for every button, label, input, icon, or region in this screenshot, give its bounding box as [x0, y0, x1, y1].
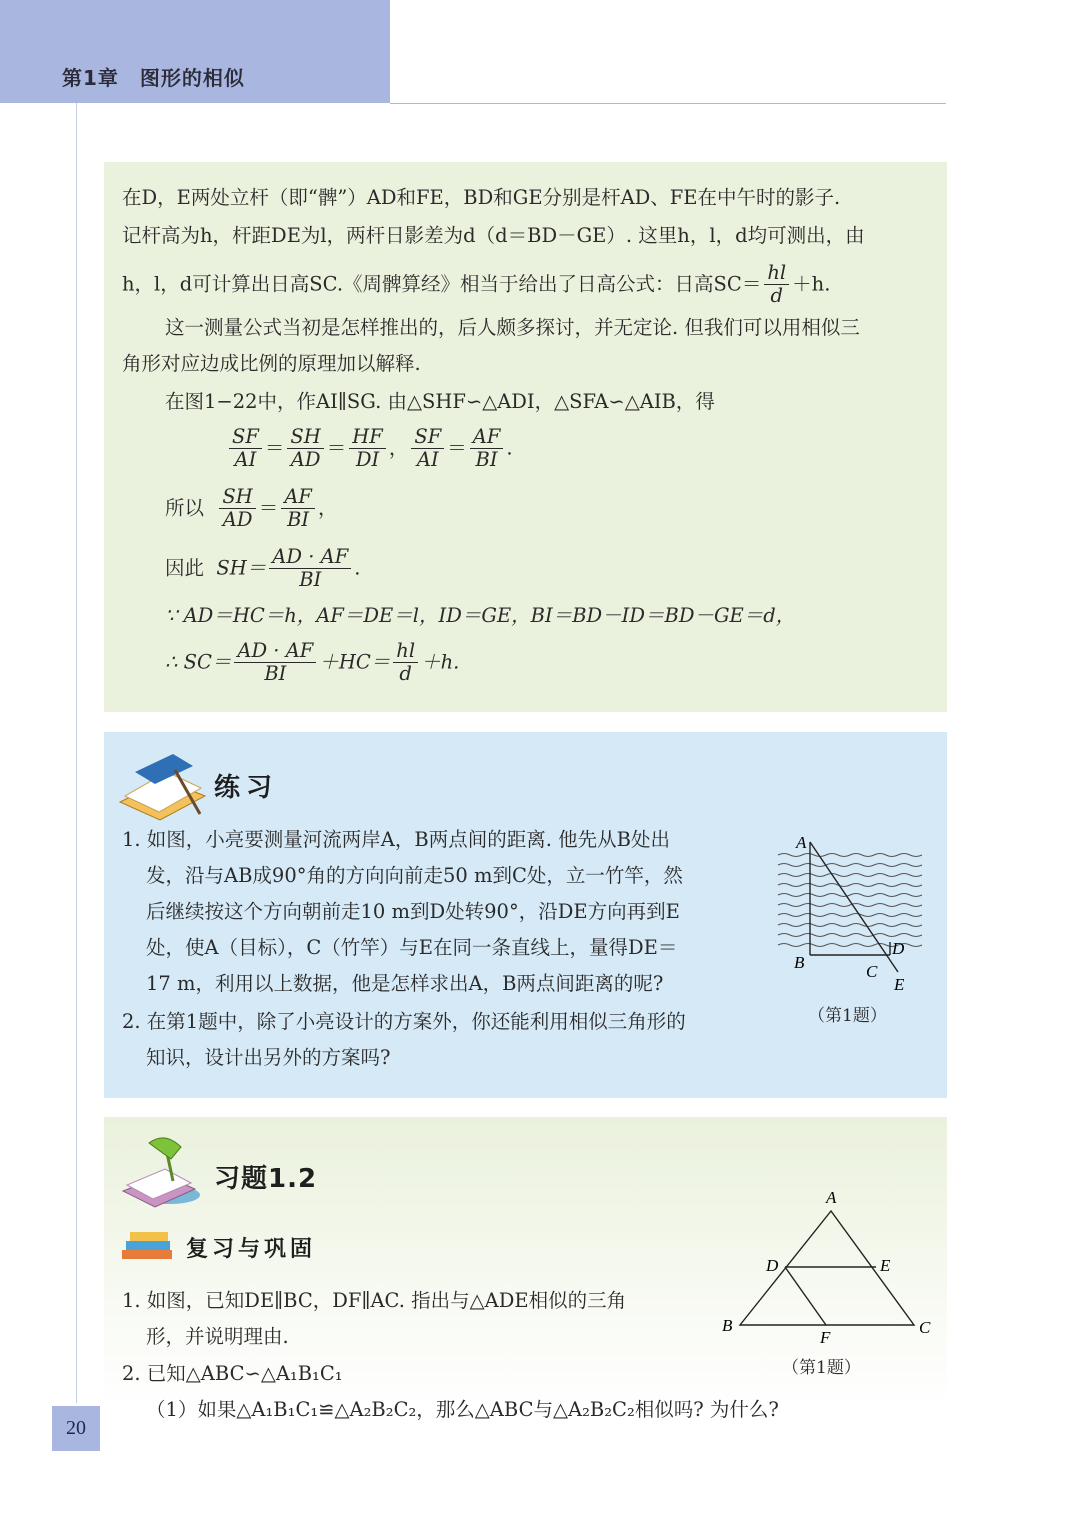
exercise-lamp-icon	[115, 1133, 205, 1213]
fraction-hl-over-d: $\frac{hl}{d}$	[764, 262, 789, 308]
exercise-q2-sub: （1）如果△A₁B₁C₁≌△A₂B₂C₂，那么△ABC与△A₂B₂C₂相似吗? 为什么?	[146, 1398, 779, 1421]
equation-1: $\frac{SF}{AI}$ ＝ $\frac{SH}{AD}$ ＝ $\frac{HF}{DI}$ ， $\frac{SF}{AI}$ ＝ $\frac{AF}{BI}$ .	[226, 426, 513, 472]
practice-q1-line-3: 后继续按这个方向朝前走10 m到D处转90°，沿DE方向再到E	[146, 900, 680, 923]
practice-book-icon	[115, 750, 210, 822]
explanation-line-6: 在图1−22中，作AI∥SG. 由△SHF∽△ADI，△SFA∽△AIB，得	[165, 390, 715, 413]
equation-2: 所以 $\frac{SH}{AD}$ ＝ $\frac{AF}{BI}$ ，	[165, 485, 338, 532]
practice-q1-line-2: 发，沿与AB成90°角的方向向前走50 m到C处，立一竹竿，然	[146, 864, 683, 887]
explanation-line-5: 角形对应边成比例的原理加以解释.	[122, 352, 421, 375]
tri-label-e: E	[880, 1256, 891, 1275]
practice-q1-line-5: 17 m，利用以上数据，他是怎样求出A，B两点间距离的呢?	[146, 972, 664, 995]
tri-label-d: D	[766, 1256, 779, 1275]
equation-5: ∴ SC＝ $\frac{AD \cdot AF}{BI}$ ＋HC＝ $\frac{hl}{d}$ ＋h.	[165, 639, 460, 686]
line3-tail: ＋h.	[792, 272, 831, 296]
equation-4: ∵ AD＝HC＝h，AF＝DE＝l，ID＝GE，BI＝BD－ID＝BD－GE＝d，	[165, 604, 796, 627]
page-number: 20	[52, 1406, 100, 1451]
explanation-line-4: 这一测量公式当初是怎样推出的，后人颇多探讨，并无定论. 但我们可以用相似三	[165, 316, 860, 339]
exercise-q1-line-1: 1. 如图，已知DE∥BC，DF∥AC. 指出与△ADE相似的三角	[122, 1289, 627, 1312]
practice-q2-line-1: 2. 在第1题中，除了小亮设计的方案外，你还能利用相似三角形的	[122, 1010, 686, 1033]
explanation-line-3	[122, 262, 830, 308]
river-figure	[770, 830, 938, 1000]
river-label-d: D	[892, 939, 905, 958]
exercises-title: 习题1.2	[214, 1164, 318, 1194]
practice-figure-caption: （第1题）	[808, 1006, 887, 1026]
tri-label-a: A	[826, 1188, 837, 1207]
review-books-icon	[118, 1228, 178, 1264]
margin-rule	[76, 103, 77, 1403]
practice-title: 练习	[214, 773, 279, 803]
tri-label-b: B	[722, 1316, 733, 1335]
triangle-figure	[716, 1185, 942, 1355]
tri-label-f: F	[820, 1328, 831, 1347]
tri-label-c: C	[919, 1318, 931, 1337]
exercise-q1-line-2: 形，并说明理由.	[146, 1325, 289, 1348]
practice-q2-line-2: 知识，设计出另外的方案吗?	[146, 1046, 391, 1069]
chapter-title: 第1章 图形的相似	[62, 66, 245, 90]
exercise-q2: 2. 已知△ABC∽△A₁B₁C₁	[122, 1362, 343, 1385]
river-label-c: C	[866, 962, 878, 981]
equation-3: 因此 SH＝ $\frac{AD \cdot AF}{BI}$ .	[165, 545, 361, 592]
review-subtitle: 复习与巩固	[186, 1236, 317, 1262]
explanation-line-2: 记杆高为h，杆距DE为l，两杆日影差为d（d＝BD－GE）. 这里h，l，d均可测出，由	[122, 224, 865, 247]
line3-text: h，l，d可计算出日高SC.《周髀算经》相当于给出了日高公式：日高SC＝	[122, 272, 762, 296]
practice-q1-line-1: 1. 如图，小亮要测量河流两岸A，B两点间的距离. 他先从B处出	[122, 828, 670, 851]
river-label-a: A	[796, 833, 807, 852]
river-label-b: B	[794, 953, 805, 972]
header-divider	[390, 103, 946, 104]
exercise-figure-caption: （第1题）	[782, 1358, 861, 1378]
explanation-line-1: 在D，E两处立杆（即“髀”）AD和FE，BD和GE分别是杆AD、FE在中午时的影子.	[122, 186, 841, 209]
practice-q1-line-4: 处，使A（目标），C（竹竿）与E在同一条直线上，量得DE＝	[146, 936, 678, 959]
river-label-e: E	[894, 975, 905, 994]
